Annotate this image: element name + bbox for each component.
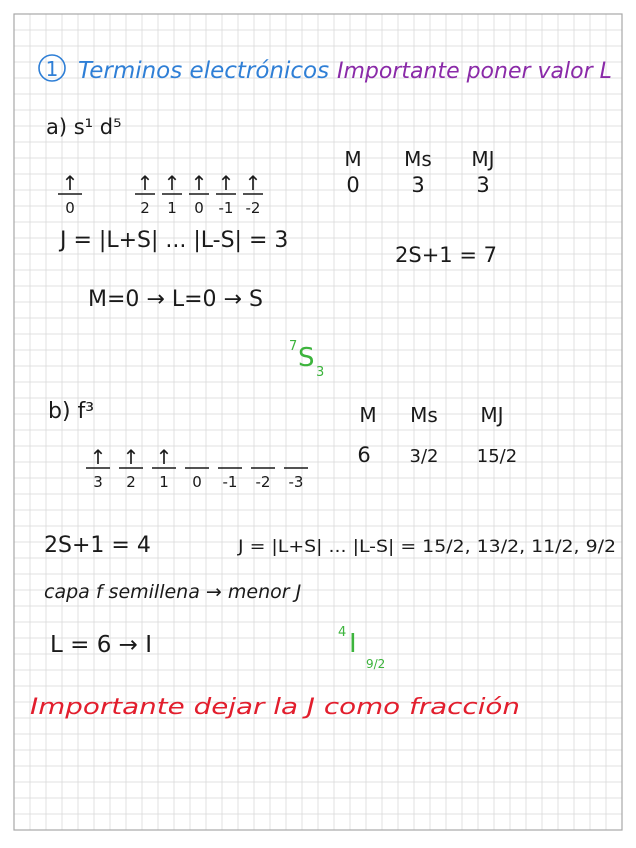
orbital-ml-label: 1 <box>167 199 177 217</box>
electron-up-arrow: ↑ <box>61 171 79 195</box>
orbital-ml-label: 0 <box>194 199 204 217</box>
part-b-f-orbitals <box>86 445 308 491</box>
electron-up-arrow: ↑ <box>155 445 173 469</box>
problem-number: 1 <box>45 57 59 81</box>
part-a-label: a) s¹ d⁵ <box>46 115 122 139</box>
orbital-ml-label: 0 <box>65 199 75 217</box>
part-b-col-header-ms: Ms <box>410 403 438 427</box>
part-a-col-header-mj: MJ <box>471 147 495 171</box>
part-b-half-shell-note: capa f semillena → menor J <box>44 581 302 603</box>
footer-note: Importante dejar la J como fracción <box>30 695 520 720</box>
term-b-multiplicity: 4 <box>338 625 347 640</box>
electron-up-arrow: ↑ <box>163 171 181 195</box>
orbital-ml-label: 3 <box>93 473 103 491</box>
part-b-l-rule: L = 6 → I <box>50 632 153 658</box>
part-b-col-header-mj: MJ <box>480 403 504 427</box>
orbital-ml-label: 0 <box>192 473 202 491</box>
term-a-j: 3 <box>316 365 325 380</box>
part-a-col-value-ms: 3 <box>411 173 425 197</box>
header <box>39 55 612 84</box>
part-a-multiplicity: 2S+1 = 7 <box>395 243 497 267</box>
orbital-ml-label: -2 <box>245 199 261 217</box>
orbital-ml-label: -3 <box>288 473 304 491</box>
term-b-letter: I <box>349 629 357 659</box>
electron-up-arrow: ↑ <box>136 171 154 195</box>
part-a-col-value-m: 0 <box>346 173 360 197</box>
electron-up-arrow: ↑ <box>244 171 262 195</box>
orbital-ml-label: -1 <box>218 199 234 217</box>
part-b-label: b) f³ <box>48 399 95 424</box>
term-a-multiplicity: 7 <box>289 339 298 354</box>
part-b-col-value-m: 6 <box>357 443 371 467</box>
part-a-term-symbol <box>289 339 324 380</box>
part-a-j-equation: J = |L+S| ... |L-S| = 3 <box>60 228 289 253</box>
term-b-j: 9/2 <box>366 657 386 671</box>
part-a <box>46 115 497 380</box>
part-a-col-header-m: M <box>344 147 362 171</box>
orbital-ml-label: -2 <box>255 473 271 491</box>
part-b-term-symbol <box>338 625 385 671</box>
electron-up-arrow: ↑ <box>122 445 140 469</box>
orbital-ml-label: 2 <box>126 473 136 491</box>
part-a-col-value-mj: 3 <box>476 173 490 197</box>
orbital-ml-label: 2 <box>140 199 150 217</box>
part-b-multiplicity: 2S+1 = 4 <box>44 533 151 558</box>
part-b-j-equation: J = |L+S| ... |L-S| = 15/2, 13/2, 11/2, 9/2 <box>236 537 617 557</box>
term-a-letter: S <box>298 343 315 373</box>
orbital-ml-label: 1 <box>159 473 169 491</box>
part-b <box>44 399 616 671</box>
part-b-col-value-ms: 3/2 <box>409 446 439 467</box>
part-a-columns <box>344 147 494 197</box>
electron-up-arrow: ↑ <box>190 171 208 195</box>
header-note: Importante poner valor L <box>337 59 612 84</box>
part-b-col-header-m: M <box>359 403 377 427</box>
part-b-columns <box>357 403 517 467</box>
electron-up-arrow: ↑ <box>89 445 107 469</box>
part-a-col-header-ms: Ms <box>404 147 432 171</box>
part-a-l-rule: M=0 → L=0 → S <box>88 287 263 312</box>
part-a-d-orbitals <box>135 171 263 217</box>
orbital-ml-label: -1 <box>222 473 238 491</box>
header-title: Terminos electrónicos <box>78 58 330 84</box>
part-b-col-value-mj: 15/2 <box>476 446 518 467</box>
electron-up-arrow: ↑ <box>217 171 235 195</box>
